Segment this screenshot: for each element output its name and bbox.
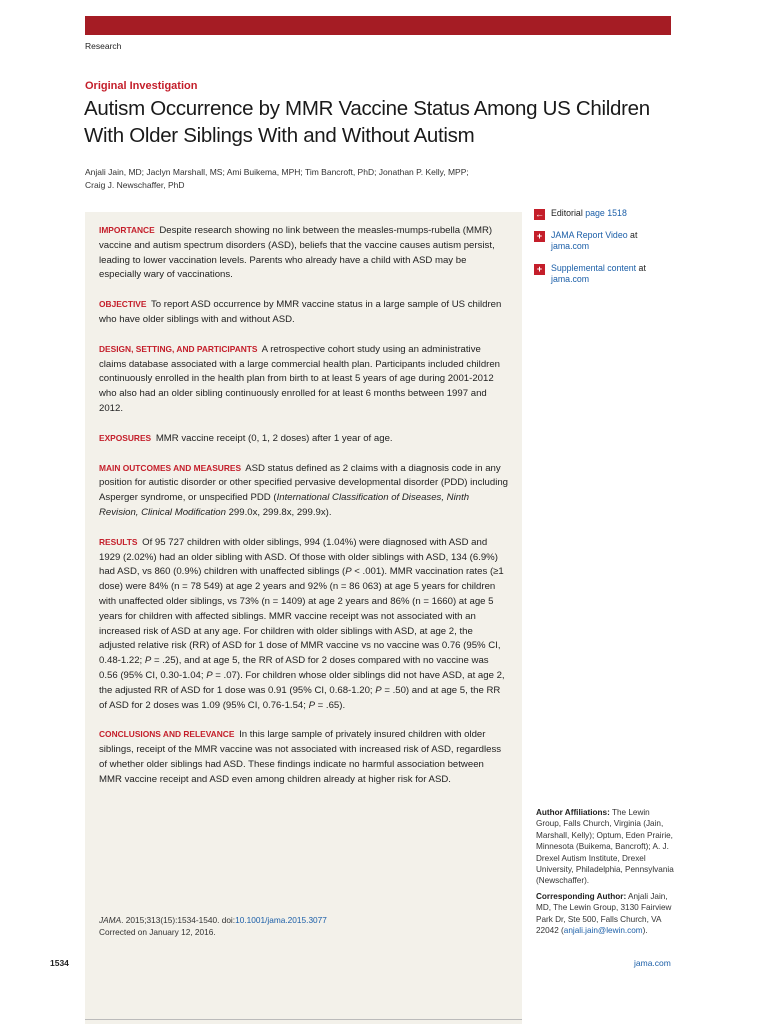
section-heading: IMPORTANCE bbox=[99, 225, 155, 235]
abstract-importance bbox=[99, 223, 509, 283]
section-heading: RESULTS bbox=[99, 536, 138, 547]
section-text: To report ASD occurrence by MMR vaccine status in a large sample of US children who have older siblings with and without ASD. bbox=[99, 299, 502, 325]
section-heading: OBJECTIVE bbox=[99, 299, 147, 310]
plus-icon: + bbox=[534, 231, 545, 242]
footer-divider bbox=[85, 1019, 522, 1020]
related-content-sidebar bbox=[534, 208, 674, 296]
section-text: = .50) and at age 5, the RR of ASD for 2 doses was 1.09 (95% CI, 0.76-1.54; bbox=[99, 684, 501, 711]
editorial-link-item[interactable] bbox=[534, 208, 674, 220]
section-text: A retrospective cohort study using an administrative claims database associated with a large commercial health plan. Participants included children continuously enrolled in the health plan from birth to at least 5 years of age during 2001-2012 who also had an older sibling continuously enrolled for at least 6 months between 1997 and 2012. bbox=[99, 343, 501, 414]
abstract-exposures bbox=[99, 431, 509, 447]
at-label: at bbox=[627, 229, 638, 240]
abstract-outcomes bbox=[99, 461, 509, 521]
p-symbol: P bbox=[206, 669, 213, 681]
abstract-conclusions bbox=[99, 727, 509, 787]
section-text: = .07). For children whose older siblings did not have ASD, at age 2, the adjusted RR of ASD for 1 dose was 0.91 (95% CI, 0.68-1.20; bbox=[99, 669, 505, 696]
section-text: 299.0x, 299.8x, 299.9x). bbox=[225, 506, 332, 518]
abstract-design bbox=[99, 342, 509, 417]
section-text: < .001). MMR vaccination rates (≥1 dose) were 84% (n = 78 549) at age 2 years and 92% (n = 86 063) at age 5 years for children with unaffected older siblings, vs 73% (n = 1409) at age 2 years and 86% (n = 1660) at age 5 years for children with affected siblings. MMR vaccine receipt was not associated with an increased risk of ASD at any age. For children with older siblings with ASD, at age 2, the adjusted relative risk (RR) of ASD for 1 dose of MMR vaccine vs no vaccine was 0.76 (95% CI, 0.48-1.22; bbox=[99, 566, 504, 667]
video-link-item[interactable] bbox=[534, 230, 674, 253]
abstract bbox=[99, 223, 509, 802]
section-text: Despite research showing no link between the measles-mumps-rubella (MMR) vaccine and autism spectrum disorders (ASD), beliefs that the vaccine causes autism persist, leading to lower vaccination levels. Parents who already have a child with ASD may be especially wary of vaccinations. bbox=[99, 225, 495, 281]
p-symbol: P bbox=[308, 699, 315, 711]
supplemental-link-item[interactable] bbox=[534, 263, 674, 286]
corresponding-heading: Corresponding Author: bbox=[536, 891, 627, 901]
video-link[interactable]: JAMA Report Video bbox=[551, 229, 628, 240]
arrow-left-icon: ← bbox=[535, 209, 544, 219]
affiliations-text: The Lewin Group, Falls Church, Virginia (Jain, Marshall, Kelly); Optum, Eden Prairie, Minnesota (Buikema, Bancroft); A. J. Drexel Autism Institute, Drexel University, Philadelphia, Pennsylvania (Newschaffer). bbox=[536, 808, 674, 886]
supplemental-link[interactable]: Supplemental content bbox=[551, 262, 637, 273]
supplemental-site-link[interactable]: jama.com bbox=[551, 274, 590, 284]
author-line: Anjali Jain, MD; Jaclyn Marshall, MS; Ami Buikema, MPH; Tim Bancroft, PhD; Jonathan P. Kelly, MPP; bbox=[85, 167, 469, 177]
author-affiliations bbox=[536, 807, 676, 887]
at-label: at bbox=[636, 262, 646, 273]
section-text: MMR vaccine receipt (0, 1, 2 doses) after 1 year of age. bbox=[155, 432, 393, 444]
author-line: Craig J. Newschaffer, PhD bbox=[85, 180, 185, 190]
section-heading: MAIN OUTCOMES AND MEASURES bbox=[99, 462, 242, 473]
section-text: = .65). bbox=[314, 699, 346, 711]
plus-icon: + bbox=[534, 264, 545, 275]
header-bar bbox=[85, 16, 671, 35]
section-heading: CONCLUSIONS AND RELEVANCE bbox=[99, 729, 235, 740]
author-list bbox=[85, 166, 505, 192]
section-text: = .25), and at age 5, the RR of ASD for 2 doses compared with no vaccine was 0.56 (95% CI, 0.30-1.04; bbox=[99, 655, 489, 681]
corresponding-end: ). bbox=[642, 926, 648, 936]
editorial-label: Editorial bbox=[551, 208, 583, 218]
corresponding-text: Anjali Jain, MD, The Lewin Group, 3130 Fairview Park Dr, Ste 500, Falls Church, VA 22042 ( bbox=[536, 891, 672, 936]
section-text: In this large sample of privately insured children with older siblings, receipt of the MMR vaccine was not associated with increased risk of ASD, regardless of whether older siblings had ASD. These findings indicate no harmful association between MMR vaccine receipt and ASD even among children already at higher risk for ASD. bbox=[99, 729, 502, 785]
section-label: Research bbox=[85, 41, 122, 51]
video-site-link[interactable]: jama.com bbox=[551, 241, 590, 251]
correction-note: Corrected on January 12, 2016. bbox=[99, 926, 216, 937]
p-symbol: P bbox=[345, 566, 352, 578]
article-type: Original Investigation bbox=[85, 80, 198, 92]
p-symbol: P bbox=[375, 684, 382, 696]
abstract-objective bbox=[99, 297, 509, 328]
citation-ref: . 2015;313(15):1534-1540. doi: bbox=[121, 915, 236, 925]
article-title: Autism Occurrence by MMR Vaccine Status Among US Children With Older Siblings With and Without Autism bbox=[84, 97, 650, 147]
section-heading: DESIGN, SETTING, AND PARTICIPANTS bbox=[99, 343, 258, 354]
footer-site-link[interactable]: jama.com bbox=[634, 958, 671, 968]
icd-name: International Classification of Diseases, Ninth Revision, Clinical Modification bbox=[99, 492, 470, 518]
journal-name: JAMA bbox=[99, 915, 122, 925]
editorial-page-link[interactable]: page 1518 bbox=[585, 208, 627, 218]
affiliations-heading: Author Affiliations: bbox=[536, 808, 610, 817]
doi-link[interactable]: 10.1001/jama.2015.3077 bbox=[235, 915, 327, 925]
abstract-results bbox=[99, 535, 509, 714]
section-heading: EXPOSURES bbox=[99, 432, 152, 443]
citation bbox=[99, 915, 499, 938]
section-text: ASD status defined as 2 claims with a diagnosis code in any position for autistic disorder or other specified pervasive developmental disorder (PDD) including Asperger syndrome, or unspecified PDD ( bbox=[99, 462, 508, 504]
email-link[interactable]: anjali.jain@lewin.com bbox=[563, 926, 643, 936]
citation-line bbox=[99, 915, 499, 927]
page-number: 1534 bbox=[50, 958, 69, 968]
section-text: Of 95 727 children with older siblings, 994 (1.04%) were diagnosed with ASD and 1929 (2.02%) had an older sibling with ASD. Of those with older siblings with ASD, 134 (6.9%) had ASD, vs 860 (0.9%) children with unaffected siblings ( bbox=[99, 536, 498, 578]
p-symbol: P bbox=[144, 655, 152, 667]
author-info bbox=[536, 807, 676, 940]
corresponding-author bbox=[536, 891, 676, 937]
